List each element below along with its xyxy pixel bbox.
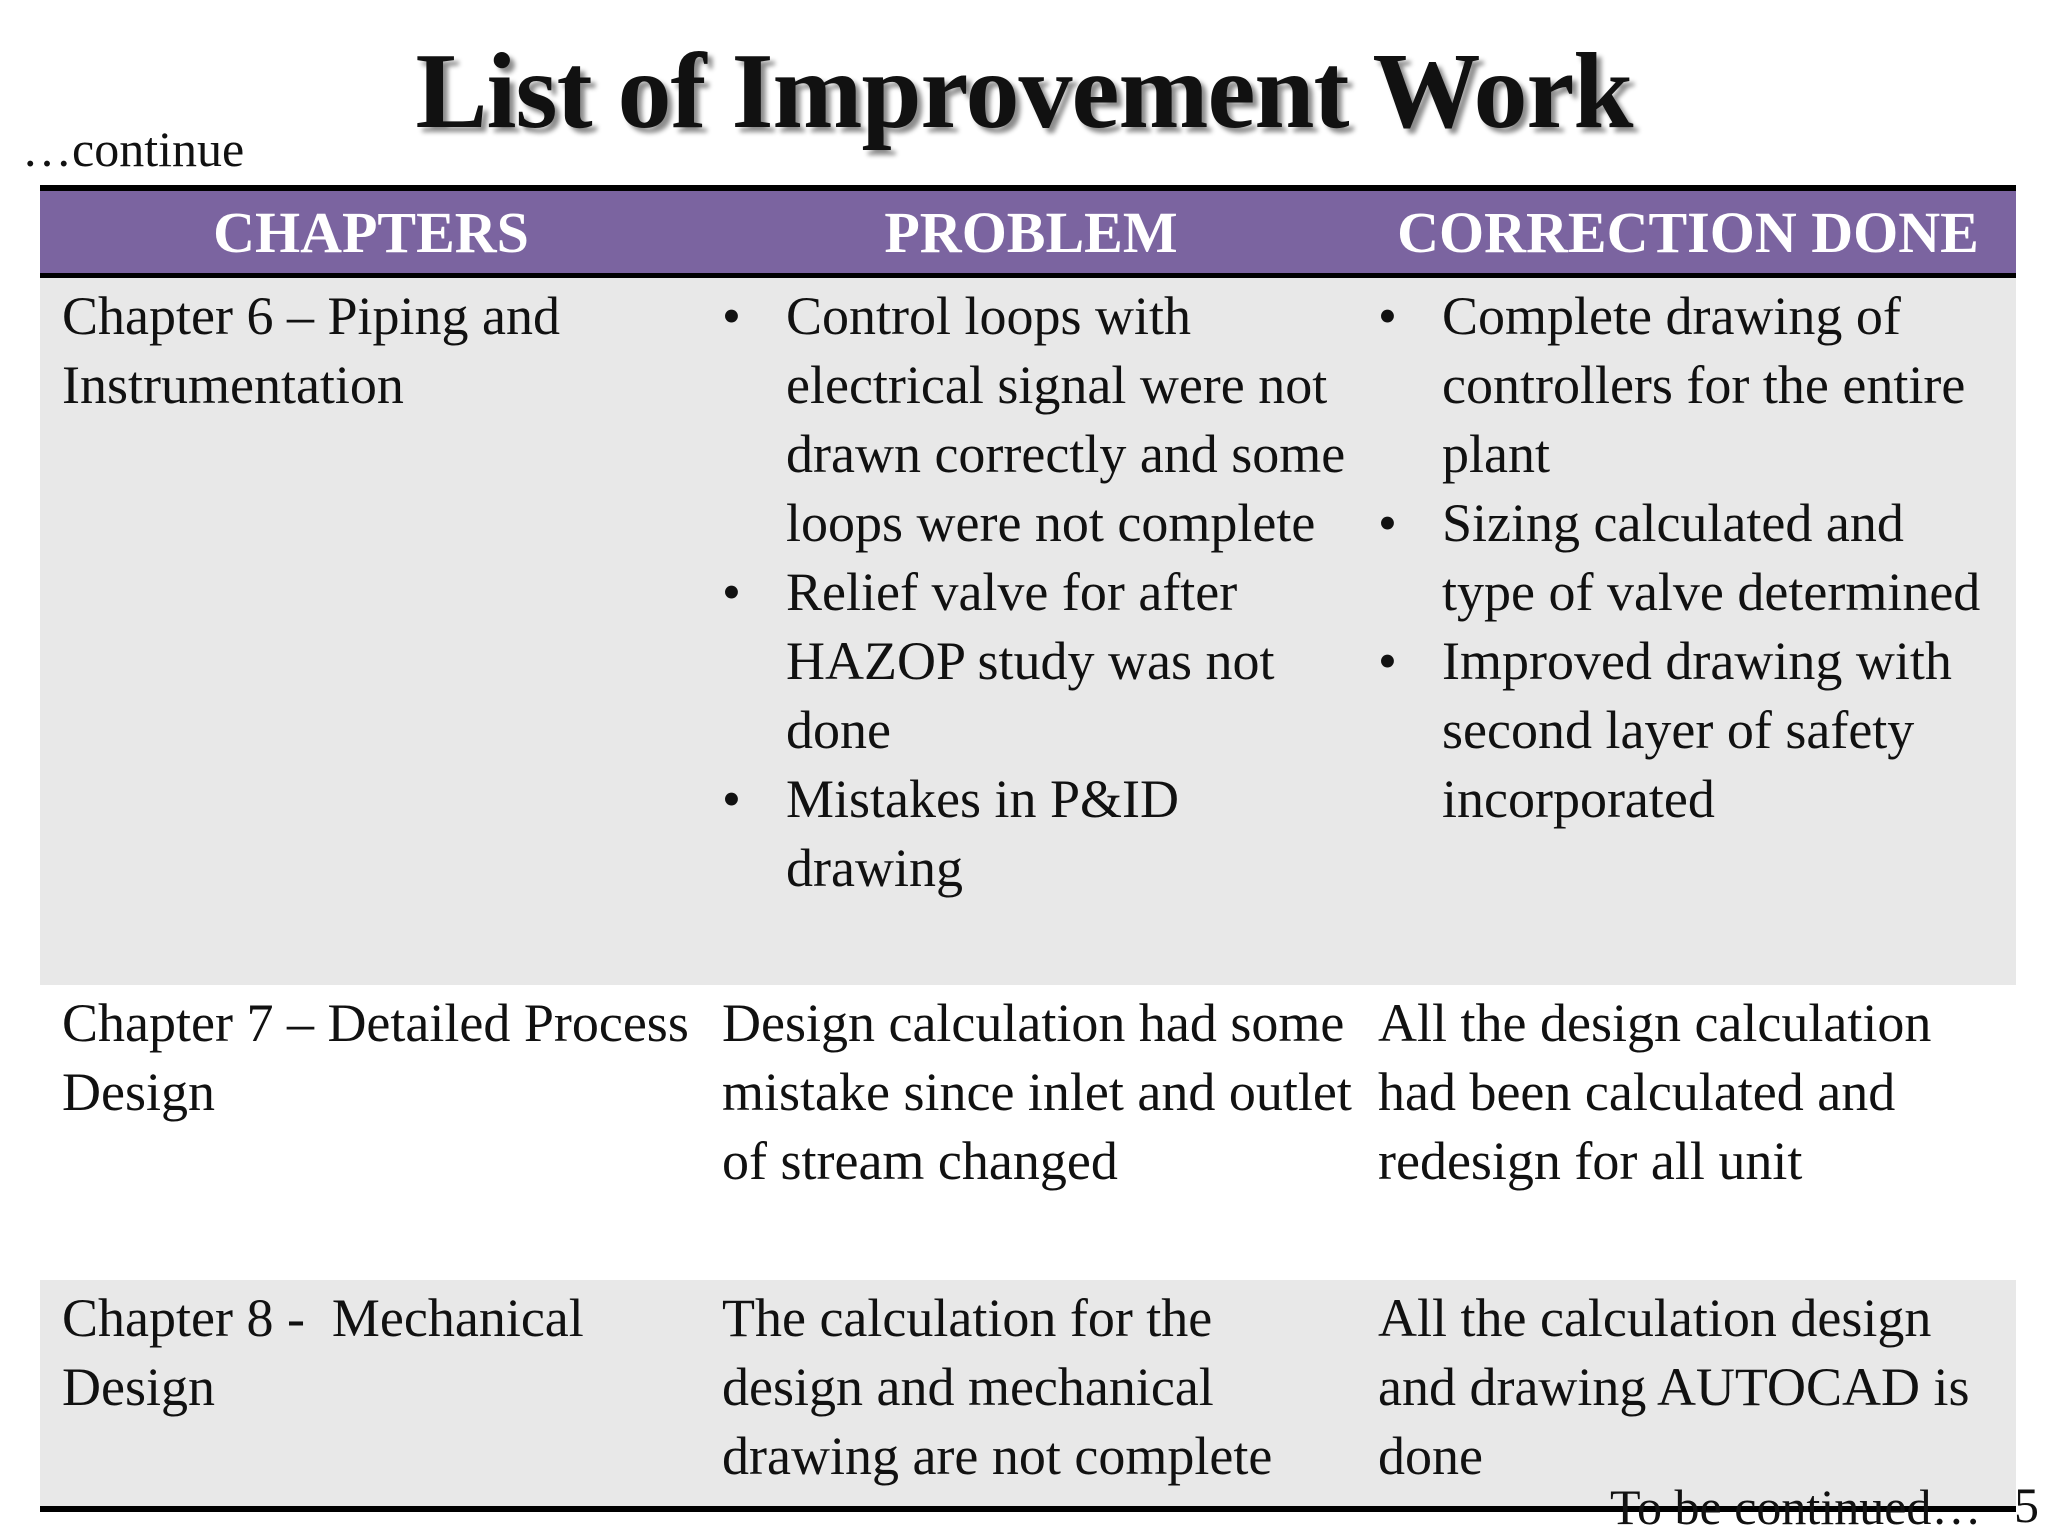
chapter-cell [40,278,702,985]
correction-bullet-list [1378,282,2010,834]
continue-label: …continue [22,121,245,177]
chapter-cell [40,1280,702,1506]
problem-text: Design calculation had some mistake since inlet and outlet of stream changed [722,993,1352,1191]
improvement-table [40,185,2016,1512]
table-row [40,278,2016,985]
table-row [40,1280,2016,1506]
chapter-text: Chapter 7 – Detailed Process Design [62,993,689,1122]
header-chapters: CHAPTERS [213,199,529,265]
table-row [40,985,2016,1280]
bullet-item: • Sizing calculated and type of valve determined [1378,489,2010,627]
table-header-row [40,191,2016,278]
header-correction-done: CORRECTION DONE [1397,199,1979,265]
chapter-text: Chapter 6 – Piping and Instrumentation [62,286,560,415]
bullet-item: • Relief valve for after HAZOP study was not done [722,558,1354,765]
slide-title: List of Improvement Work [415,32,1633,151]
bullet-item: • Control loops with electrical signal were not drawn correctly and some loops were not complete [722,282,1354,558]
problem-cell [702,985,1360,1280]
header-problem: PROBLEM [884,199,1178,265]
bullet-item: • Complete drawing of controllers for the entire plant [1378,282,2010,489]
problem-bullet-list [722,282,1354,903]
correction-cell [1360,278,2016,985]
bullet-item: • Improved drawing with second layer of safety incorporated [1378,627,2010,834]
bullet-item: • Mistakes in P&ID drawing [722,765,1354,903]
correction-text: All the calculation design and drawing AUTOCAD is done [1378,1288,1970,1486]
to-be-continued-label: To be continued… [1610,1479,1982,1535]
correction-cell [1360,1280,2016,1506]
problem-text: The calculation for the design and mechanical drawing are not complete [722,1288,1273,1486]
chapter-cell [40,985,702,1280]
page-number: 5 [2014,1477,2039,1533]
correction-text: All the design calculation had been calculated and redesign for all unit [1378,993,1932,1191]
chapter-text: Chapter 8 - Mechanical Design [62,1288,598,1417]
problem-cell [702,278,1360,985]
problem-cell [702,1280,1360,1506]
correction-cell [1360,985,2016,1280]
